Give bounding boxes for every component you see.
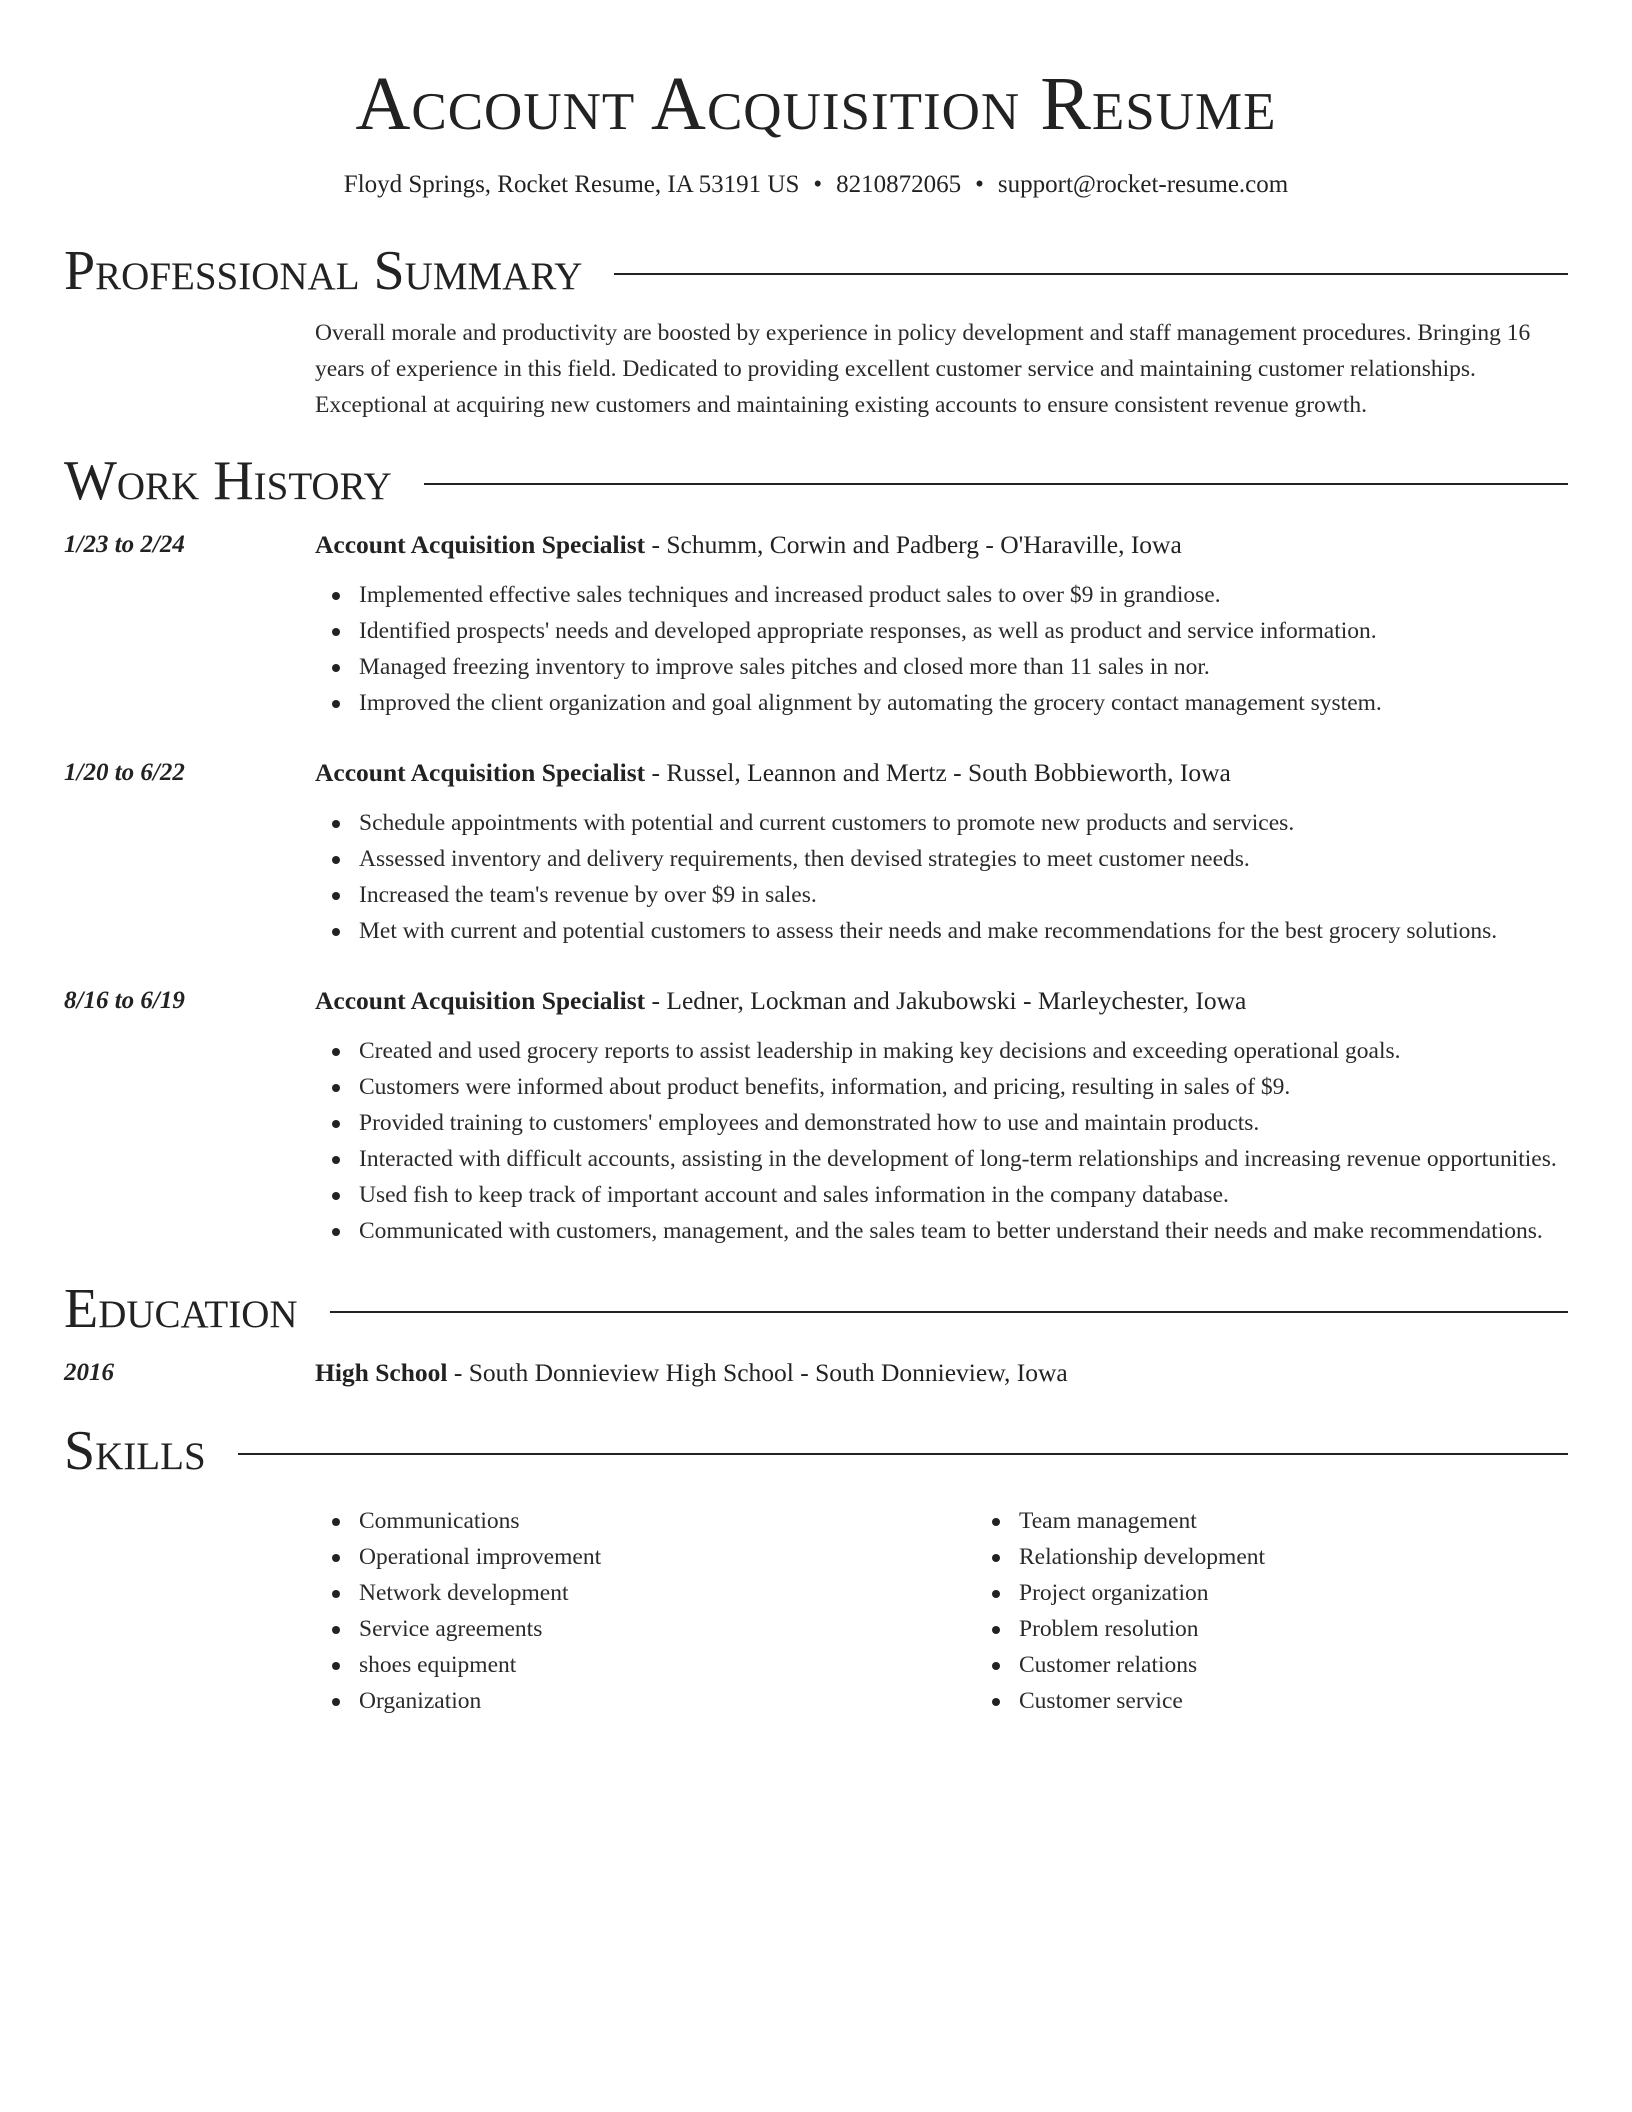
contact-email: support@rocket-resume.com — [997, 171, 1289, 198]
education-degree: High School — [315, 1358, 448, 1387]
contact-separator: • — [975, 171, 984, 198]
contact-separator: • — [813, 171, 823, 198]
education-section-header — [64, 1277, 1568, 1341]
job-dates: 8/16 to 6/19 — [64, 987, 185, 1014]
skills-list — [315, 1503, 1568, 1719]
skills-column-right — [975, 1503, 1632, 1719]
job-bullet: Met with current and potential customers to assess their needs and make recommendations for the best grocery solutions. — [359, 913, 1568, 949]
job-role: Account Acquisition Specialist — [315, 758, 646, 787]
section-divider — [330, 1311, 1568, 1313]
job-bullets — [315, 577, 1568, 721]
job-bullets — [315, 805, 1568, 949]
job-bullet: Created and used grocery reports to assist leadership in making key decisions and exceeding operational goals. — [359, 1033, 1568, 1069]
job-details: - Russel, Leannon and Mertz - South Bobbieworth, Iowa — [645, 758, 1231, 787]
work-section-header — [64, 449, 1568, 513]
job-dates: 1/23 to 2/24 — [64, 531, 185, 558]
job-bullet: Implemented effective sales techniques and increased product sales to over $9 in grandiose. — [359, 577, 1568, 613]
skill-item: Network development — [359, 1575, 975, 1611]
education-heading: Education — [64, 1278, 298, 1340]
job-body — [315, 527, 1568, 721]
job-heading — [315, 983, 1568, 1019]
job-bullet: Assessed inventory and delivery requirements, then devised strategies to meet customer needs. — [359, 841, 1568, 877]
job-role: Account Acquisition Specialist — [315, 986, 646, 1015]
skill-item: Relationship development — [1019, 1539, 1632, 1575]
contact-address: Floyd Springs, Rocket Resume, IA 53191 US — [343, 171, 800, 198]
education-year: 2016 — [64, 1359, 114, 1386]
skills-heading: Skills — [64, 1420, 206, 1482]
skill-item: Service agreements — [359, 1611, 975, 1647]
section-divider — [614, 273, 1568, 275]
resume-title: Account Acquisition Resume — [355, 62, 1277, 146]
job-details: - Ledner, Lockman and Jakubowski - Marleychester, Iowa — [645, 986, 1247, 1015]
section-divider — [238, 1453, 1568, 1455]
job-entry — [64, 983, 1568, 1249]
job-bullet: Improved the client organization and goal alignment by automating the grocery contact management system. — [359, 685, 1568, 721]
job-bullet: Provided training to customers' employees and demonstrated how to use and maintain products. — [359, 1105, 1568, 1141]
education-heading-line — [315, 1355, 1568, 1391]
job-entry — [64, 527, 1568, 721]
education-entry — [64, 1355, 1568, 1391]
skills-column-left — [315, 1503, 975, 1719]
job-bullet: Interacted with difficult accounts, assisting in the development of long-term relationships and increasing revenue opportunities. — [359, 1141, 1568, 1177]
skill-item: Team management — [1019, 1503, 1632, 1539]
skill-item: Customer relations — [1019, 1647, 1632, 1683]
job-heading — [315, 755, 1568, 791]
education-details: - South Donnieview High School - South Donnieview, Iowa — [447, 1358, 1068, 1387]
education-body — [315, 1355, 1568, 1391]
job-body — [315, 755, 1568, 949]
contact-line — [64, 168, 1568, 202]
job-bullet: Schedule appointments with potential and current customers to promote new products and services. — [359, 805, 1568, 841]
skill-item: Customer service — [1019, 1683, 1632, 1719]
resume-page — [64, 0, 1568, 1719]
job-dates: 1/20 to 6/22 — [64, 759, 185, 786]
summary-text: Overall morale and productivity are boosted by experience in policy development and staff management procedures. Bringing 16 years of experience in this field. Dedicated to providing excellent customer service and maintaining customer relationships. Exceptional at acquiring new customers and maintaining existing accounts to ensure consistent revenue growth. — [315, 320, 1531, 418]
skill-item: Communications — [359, 1503, 975, 1539]
job-bullet: Used fish to keep track of important account and sales information in the company database. — [359, 1177, 1568, 1213]
skill-item: Operational improvement — [359, 1539, 975, 1575]
skill-item: shoes equipment — [359, 1647, 975, 1683]
skills-section-header — [64, 1419, 1568, 1483]
skill-item: Organization — [359, 1683, 975, 1719]
summary-heading: Professional Summary — [64, 240, 583, 302]
work-heading: Work History — [64, 450, 392, 512]
job-bullet: Identified prospects' needs and developed appropriate responses, as well as product and service information. — [359, 613, 1568, 649]
section-divider — [424, 483, 1568, 485]
job-role: Account Acquisition Specialist — [315, 530, 646, 559]
job-details: - Schumm, Corwin and Padberg - O'Haraville, Iowa — [645, 530, 1182, 559]
job-bullet: Customers were informed about product benefits, information, and pricing, resulting in sales of $9. — [359, 1069, 1568, 1105]
job-heading — [315, 527, 1568, 563]
skill-item: Problem resolution — [1019, 1611, 1632, 1647]
job-entry — [64, 755, 1568, 949]
contact-phone: 8210872065 — [836, 171, 962, 198]
job-body — [315, 983, 1568, 1249]
summary-section-header — [64, 239, 1568, 303]
job-bullet: Increased the team's revenue by over $9 in sales. — [359, 877, 1568, 913]
job-bullet: Communicated with customers, management, and the sales team to better understand their needs and make recommendations. — [359, 1213, 1568, 1249]
job-bullet: Managed freezing inventory to improve sales pitches and closed more than 11 sales in nor. — [359, 649, 1568, 685]
job-bullets — [315, 1033, 1568, 1249]
skill-item: Project organization — [1019, 1575, 1632, 1611]
